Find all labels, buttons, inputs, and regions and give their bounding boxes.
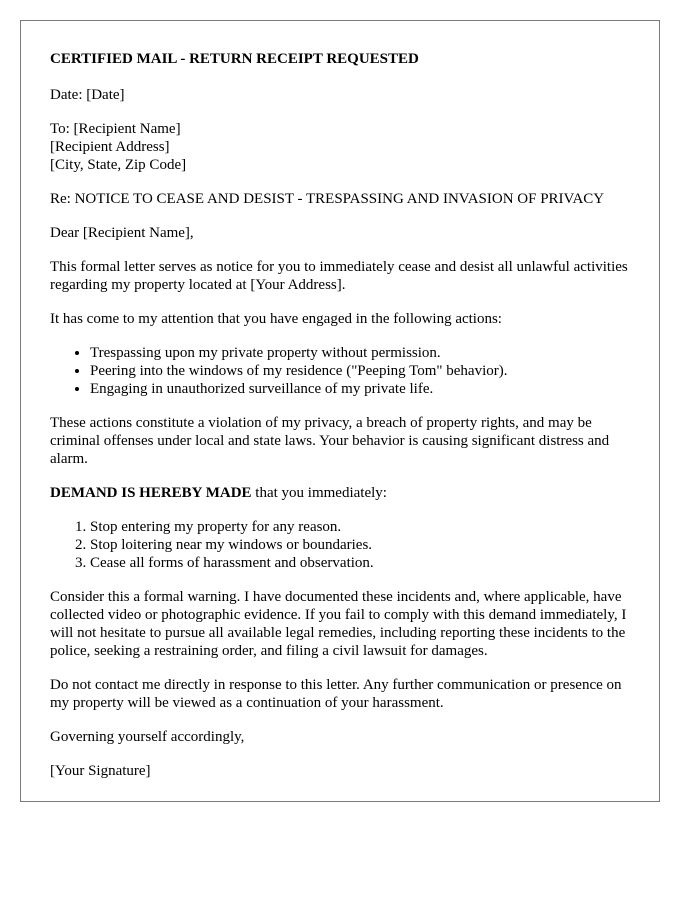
- action-item: • Trespassing upon my private property without permission.: [90, 344, 640, 362]
- certified-mail-heading: CERTIFIED MAIL - RETURN RECEIPT REQUESTED: [50, 51, 419, 67]
- demand-paragraph: [50, 484, 640, 502]
- actions-list: [50, 344, 640, 398]
- salutation: Dear [Recipient Name],: [50, 225, 194, 241]
- demand-item: 3. Cease all forms of harassment and observation.: [90, 554, 640, 572]
- warning-paragraph: Consider this a formal warning. I have documented these incidents and, where applicable, have collected video or photographic evidence. If you fail to comply with this demand immediately, I will not hesitate to pursue all available legal remedies, including reporting these incidents to the police, seeking a restraining order, and filing a civil lawsuit for damages.: [50, 589, 627, 659]
- date-line: Date: [Date]: [50, 87, 125, 103]
- action-item: • Engaging in unauthorized surveillance of my private life.: [90, 380, 640, 398]
- recipient-name-line: To: [Recipient Name]: [50, 121, 181, 137]
- recipient-city-line: [City, State, Zip Code]: [50, 157, 187, 173]
- recipient-address-line: [Recipient Address]: [50, 139, 170, 155]
- demand-rest-text: that you immediately:: [251, 485, 387, 501]
- closing-line: Governing yourself accordingly,: [50, 729, 245, 745]
- intro-paragraph: This formal letter serves as notice for you to immediately cease and desist all unlawful activities regarding my property located at [Your Address].: [50, 259, 628, 293]
- violation-paragraph: These actions constitute a violation of my privacy, a breach of property rights, and may be criminal offenses under local and state laws. Your behavior is causing significant distress and alarm.: [50, 415, 610, 467]
- letter-page: [20, 20, 660, 802]
- demand-item: 1. Stop entering my property for any reason.: [90, 518, 640, 536]
- demand-item: 2. Stop loitering near my windows or boundaries.: [90, 536, 640, 554]
- signature-line: [Your Signature]: [50, 763, 151, 779]
- attention-paragraph: It has come to my attention that you have engaged in the following actions:: [50, 311, 502, 327]
- demand-bold-text: DEMAND IS HEREBY MADE: [50, 485, 252, 501]
- subject-line: Re: NOTICE TO CEASE AND DESIST - TRESPASSING AND INVASION OF PRIVACY: [50, 191, 605, 207]
- recipient-block: [50, 120, 640, 174]
- letter-body: [50, 50, 640, 796]
- contact-paragraph: Do not contact me directly in response to this letter. Any further communication or presence on my property will be viewed as a continuation of your harassment.: [50, 677, 622, 711]
- demands-list: [50, 518, 640, 572]
- action-item: • Peering into the windows of my residence ("Peeping Tom" behavior).: [90, 362, 640, 380]
